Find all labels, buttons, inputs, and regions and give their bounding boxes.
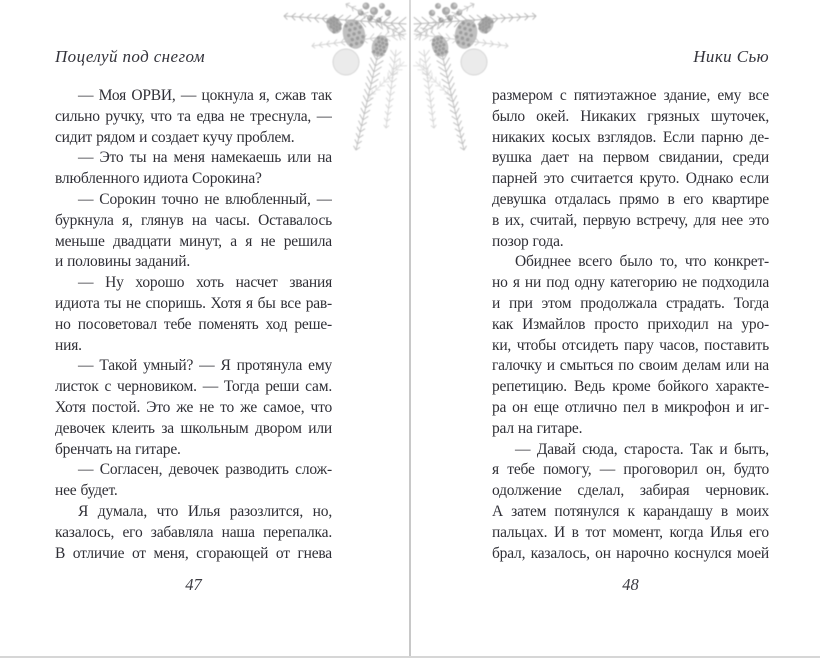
- text-line: в их, считай, первую встречу, для нее это: [492, 211, 769, 229]
- page-number-right: 48: [622, 575, 639, 594]
- text-line: пальцах. И в тот момент, когда Илья его: [492, 523, 769, 541]
- text-line: Обиднее всего было то, что конкрет-: [515, 253, 769, 271]
- text-line: девочек клеить за школьным двором или: [55, 419, 332, 437]
- text-line: но я ни под одну категорию не подходила: [492, 274, 769, 292]
- text-line: — Это ты на меня намекаешь или на: [78, 149, 332, 167]
- text-line: сидит рядом и создает кучу проблем.: [55, 128, 295, 146]
- text-line: сильно ручку, что та едва не треснула, —: [55, 107, 332, 125]
- text-line: репетицию. Ведь кроме бойкого характе-: [492, 378, 769, 396]
- text-line: и при этом продолжала страдать. Тогда: [492, 294, 769, 312]
- text-line: было окей. Никаких грязных шуточек,: [492, 107, 769, 125]
- page-text-left: [55, 86, 332, 564]
- text-line: А затем потянулся к карандашу в моих: [492, 502, 769, 520]
- text-line: — Моя ОРВИ, — цокнула я, сжав так: [78, 87, 332, 104]
- text-line: одолжение сделал, забирая черновик.: [492, 482, 769, 500]
- text-line: — Согласен, девочек разводить слож-: [78, 461, 332, 479]
- text-line: но посоветовал тебе поменять ход реше-: [55, 315, 332, 333]
- page-number-left: 47: [185, 575, 202, 594]
- text-line: меньше двадцати минут, а я не решила: [55, 232, 332, 250]
- text-line: буркнула я, глянув на часы. Оставалось: [55, 211, 332, 229]
- text-line: позор года.: [492, 232, 564, 250]
- text-line: галочку и смыться по своим делам или на: [492, 357, 769, 375]
- text-line: ра он еще отлично пел в микрофон и иг-: [492, 398, 769, 416]
- text-line: ки, чтобы отсидеть пару часов, поставить: [492, 336, 769, 354]
- text-line: парней это считается круто. Однако если: [492, 170, 769, 188]
- text-line: брал, казалось, он нарочно коснулся моей: [492, 544, 769, 562]
- running-head-left: Поцелуй под снегом: [55, 47, 205, 66]
- text-line: вушка дает на первом свидании, среди: [492, 149, 769, 167]
- text-line: рал на гитаре.: [492, 419, 583, 437]
- text-line: нее будет.: [55, 482, 118, 500]
- text-line: я тебе помогу, — проговорил он, будто: [492, 461, 769, 479]
- running-head-right: Ники Сью: [693, 47, 769, 66]
- text-line: никаких косых взглядов. Если парню де-: [492, 128, 769, 146]
- text-line: как Измайлов просто приходил на уро-: [492, 315, 769, 333]
- text-line: — Сорокин точно не влюбленный, —: [78, 190, 332, 208]
- text-line: — Ну хорошо хоть насчет звания: [78, 274, 332, 292]
- text-line: влюбленного идиота Сорокина?: [55, 170, 262, 188]
- text-line: размером с пятиэтажное здание, ему все: [492, 87, 769, 104]
- page-gutter-divider: [409, 0, 411, 657]
- text-line: листок с черновиком. — Тогда реши сам.: [55, 378, 332, 396]
- text-line: Хотя постой. Это же не то же самое, что: [55, 398, 332, 416]
- text-line: — Такой умный? — Я протянула ему: [78, 357, 332, 375]
- text-line: Я думала, что Илья разозлится, но,: [78, 502, 332, 520]
- text-line: ния.: [55, 336, 82, 354]
- bottom-border: [0, 656, 820, 658]
- page-text-right: [492, 86, 769, 564]
- text-line: В отличие от меня, сгорающей от гнева: [55, 544, 332, 562]
- text-line: — Давай сюда, староста. Так и быть,: [515, 440, 769, 458]
- text-line: казалось, его забавляла наша перепалка.: [55, 523, 332, 541]
- text-line: бренчать на гитаре.: [55, 440, 181, 458]
- text-line: девушка отдалась прямо в его квартире: [492, 190, 769, 208]
- text-line: и половины заданий.: [55, 253, 191, 271]
- text-line: идиота ты не споришь. Хотя я бы все рав-: [55, 294, 332, 312]
